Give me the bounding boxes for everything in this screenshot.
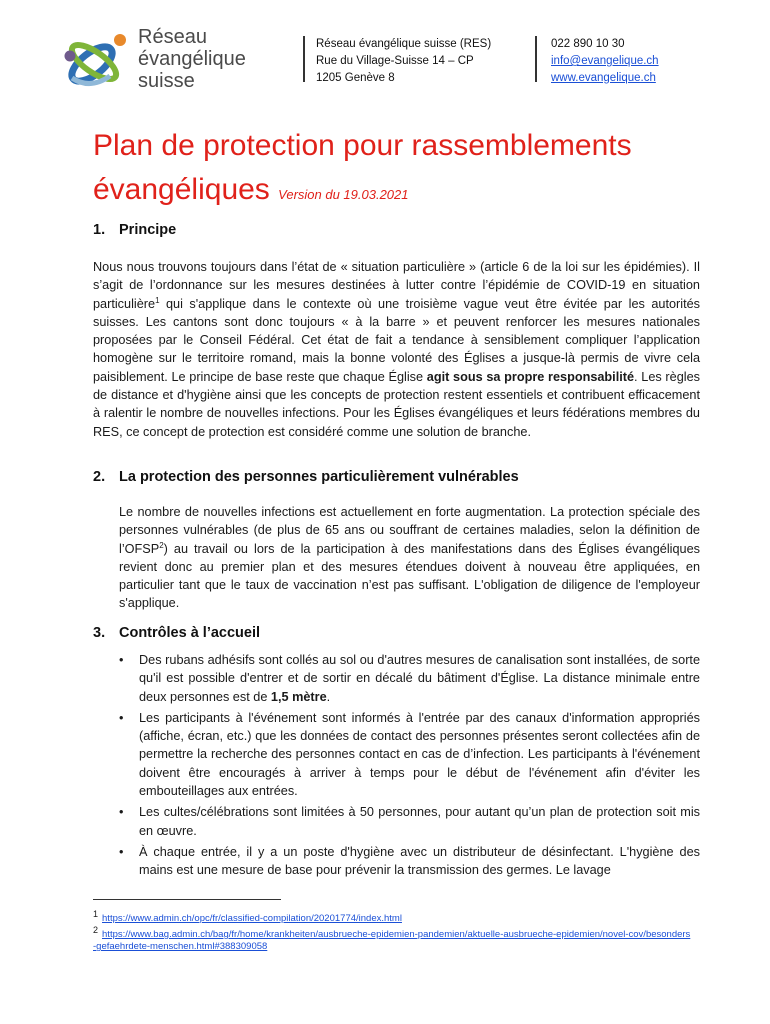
version-label: Version du 19.03.2021 [278, 187, 409, 202]
footnote-ref-2[interactable]: 2 [159, 540, 164, 550]
bold-text: 1,5 mètre [270, 689, 327, 704]
footnote-2 [93, 924, 693, 953]
title-line-1: Plan de protection pour rassemblements [93, 129, 632, 162]
text-run: qui s'applique dans le contexte où une troisième vague veut être évitée par les autorités suisses. Les cantons sont donc toujours « à la barre » et peuvent renforcer les mesures nationales proposées par le Conseil Fédéral. Cet état de fait a tendance à sensiblement compliquer l’application homogène sur le territoire romand, mais la bonne volonté des Églises a jusque-là permis de vivre cela paisiblement. Le principe de base reste que chaque Église [93, 296, 700, 384]
section-number: 2. [93, 469, 106, 485]
list-item [93, 803, 700, 840]
section-3-heading [93, 625, 260, 641]
text-run: Nous nous trouvons toujours dans l’état de « situation particulière » (article 6 de la loi sur les épidémies). Il s’agit de l’ordonnance sur les mesures destinées à lutter contre l’épidémie de COVID-19 en situation particulière [93, 260, 700, 311]
page-title [93, 124, 713, 217]
bullet-icon: • [119, 844, 124, 859]
list-item [93, 651, 700, 706]
header-contact [551, 36, 659, 87]
text-run: Les participants à l'événement sont informés à l'entrée par des canaux d'information appropriés (affiche, écran, etc.) que les données de contact des personnes présentes seront collectées afin de permettre la recherche des personnes contact en cas de d’infection. Les participants à l'événement doivent être encouragés à arriver à temps pour le début de l'événement afin d'éviter les embouteillages aux entrées. [139, 710, 700, 799]
res-logo-icon [60, 30, 132, 94]
text-run: Des rubans adhésifs sont collés au sol ou d'autres mesures de canalisation sont installées, de sorte qu'il est possible d'entrer et de sortir en décalé du bâtiment d'Église. La distance minimale entre deux personnes est de [139, 653, 700, 704]
res-logo [60, 22, 300, 102]
address-line-1: Réseau évangélique suisse (RES) [316, 38, 492, 50]
text-run: ) au travail ou lors de la participation à des manifestations dans des Églises évangéliques revient donc au premier plan et des mesures étendues doivent à nouveau être appliquées, en particulier tant que le taux de vaccination n’est pas suffisant. L'obligation de diligence de l'employeur s'applique. [119, 541, 700, 611]
logo-line-2: évangélique [138, 48, 246, 70]
text-run: . Les règles de distance et d'hygiène ainsi que les concepts de protection restent essentiels et contribuent efficacement à ralentir le nombre de nouvelles infections. Pour les Églises évangéliques et leurs fédérations membres du RES, ce concept de protection est considéré comme une solution de branche. [93, 369, 700, 439]
section-title: Contrôles à l’accueil [119, 625, 261, 641]
text-run: Les cultes/célébrations sont limitées à 50 personnes, pour autant qu’un plan de protection soit mis en œuvre. [139, 805, 700, 838]
section-title: La protection des personnes particulièrement vulnérables [119, 469, 519, 485]
section-number: 3. [93, 625, 106, 641]
phone-number: 022 890 10 30 [551, 38, 625, 50]
logo-wordmark [138, 26, 246, 92]
logo-line-1: Réseau [138, 26, 207, 48]
footnote-separator [93, 899, 281, 900]
text-run: . [326, 689, 331, 704]
bullet-icon: • [119, 805, 124, 820]
list-item [93, 709, 700, 800]
bold-text: agit sous sa propre responsabilité [426, 369, 635, 384]
footnote-2-link[interactable]: https://www.bag.admin.ch/bag/fr/home/krankheiten/ausbrueche-epidemien-pandemien/aktuelle-ausbrueche-epidemien/novel-cov/besonders-gefaehrdete-menschen.html#388309058 [93, 929, 691, 953]
list-item [93, 843, 700, 880]
footnote-ref-1[interactable]: 1 [155, 295, 160, 305]
address-line-3: 1205 Genève 8 [316, 72, 395, 84]
footnote-1 [93, 908, 693, 925]
bullet-icon: • [119, 653, 124, 667]
section-title: Principe [119, 222, 177, 238]
section-1-paragraph [93, 258, 700, 441]
section-number: 1. [93, 222, 106, 238]
text-run: Le nombre de nouvelles infections est actuellement en forte augmentation. La protection spéciale des personnes vulnérables (de plus de 65 ans ou souffrant de certaines maladies, selon la définition de l’OFSP [119, 505, 700, 556]
footnote-number: 1 [93, 909, 99, 919]
section-2-heading [93, 469, 519, 485]
header-divider [535, 36, 537, 82]
header-address [316, 36, 491, 87]
text-run: À chaque entrée, il y a un poste d'hygiène avec un distributeur de désinfectant. L'hygiène des mains est une mesure de base pour prévenir la transmission des germes. Le lavage [139, 844, 700, 878]
bullet-icon: • [119, 710, 124, 725]
email-link[interactable]: info@evangelique.ch [551, 55, 659, 67]
footnote-number: 2 [93, 925, 99, 935]
header-divider [303, 36, 305, 82]
section-2-paragraph [119, 503, 700, 613]
footnote-1-link[interactable]: https://www.admin.ch/opc/fr/classified-compilation/20201774/index.html [102, 913, 402, 925]
website-link[interactable]: www.evangelique.ch [551, 72, 656, 84]
address-line-2: Rue du Village-Suisse 14 – CP [316, 55, 474, 67]
logo-line-3: suisse [138, 70, 195, 92]
title-line-2: évangéliques [93, 173, 270, 206]
section-1-heading [93, 222, 176, 238]
bullet-list [93, 651, 700, 883]
